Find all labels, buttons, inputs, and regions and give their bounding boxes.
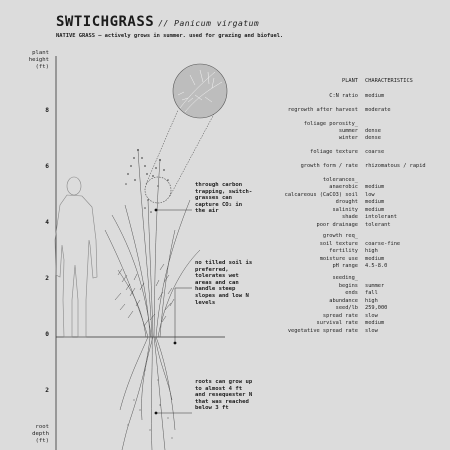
row-value: rhizomatous / rapid [365, 163, 426, 169]
row-value: summer [365, 282, 385, 289]
row-value: intolerant [365, 214, 397, 220]
characteristics-header-label: PLANT [342, 78, 358, 84]
row-label: drought [335, 199, 358, 205]
grass-foliage [115, 264, 174, 326]
characteristics-table [240, 0, 450, 450]
row-label: winter [338, 135, 358, 141]
root-hairs [127, 369, 172, 438]
root-depth-label-line: root [35, 424, 49, 430]
row-label: calcareous (CaCO3) soil [284, 191, 358, 198]
row-label: salinity [332, 206, 358, 213]
row-label: growth req_ [322, 233, 358, 239]
row-label: shade [342, 214, 358, 220]
row-label: tolerances_ [322, 177, 358, 183]
human-silhouette-icon [55, 177, 97, 337]
row-value: low [365, 191, 375, 198]
root-depth-label-line: depth [32, 431, 49, 437]
row-value: 259,000 [365, 305, 388, 311]
callout-line: slopes and low N [195, 292, 249, 299]
callout-line: preferred, [195, 266, 229, 273]
row-label: seeding_ [332, 275, 358, 281]
callout-line: roots can grow up [195, 379, 253, 385]
plant-height-label-line: plant [32, 50, 49, 56]
callout-line: tolerates wet [195, 273, 239, 280]
tick-label: 4 [45, 219, 49, 226]
roots [120, 337, 175, 450]
row-label: vegetative spread rate [287, 327, 358, 334]
row-value: high [365, 297, 378, 304]
callout-line: capture CO₂ in [195, 201, 243, 208]
row-value: slow [365, 312, 378, 319]
subtitle: NATIVE GRASS – actively grows in summer. used for grazing and biofuel. [56, 33, 284, 39]
row-label: soil texture [319, 240, 358, 247]
title-text: SWTICHGRASS [56, 14, 155, 30]
callout-line: trapping, switch- [195, 188, 253, 195]
row-value: medium [365, 184, 385, 190]
row-label: anaerobic [329, 184, 358, 190]
tick-label: 2 [45, 275, 49, 282]
row-value: dense [365, 128, 381, 134]
row-value: high [365, 248, 378, 254]
callout-line: and resequester N [195, 392, 253, 399]
plant-height-label-line: (ft) [35, 64, 49, 70]
row-value: medium [365, 199, 385, 205]
tick-label: 2 [45, 387, 49, 394]
callout-line: that was reached [195, 398, 249, 405]
row-value: tolerant [365, 221, 391, 228]
callout-line: levels [195, 299, 216, 306]
tick-label: 6 [45, 163, 49, 170]
row-value: medium [365, 255, 385, 262]
row-value: 4.5-8.0 [365, 263, 388, 269]
tick-label: 8 [45, 107, 49, 114]
callout-line: through carbon [195, 182, 243, 188]
callout-line: no tilled soil is [195, 260, 253, 266]
plant-height-label [18, 50, 49, 71]
row-label: spread rate [322, 312, 358, 319]
row-label: poor drainage [316, 221, 358, 228]
row-value: coarse-fine [365, 240, 401, 247]
row-value: medium [365, 206, 385, 213]
row-label: summer [338, 128, 358, 134]
callout-line: grasses can [195, 195, 233, 202]
row-label: abundance [329, 297, 358, 304]
row-label: ends [345, 290, 358, 296]
row-value: moderate [365, 107, 391, 113]
callout-line: handle steep [195, 286, 236, 293]
row-value: dense [365, 135, 381, 141]
row-label: C:N ratio [329, 93, 358, 99]
scientific-name: // Panicum virgatum [158, 19, 260, 28]
row-label: pH range [332, 263, 358, 269]
row-label: survival rate [316, 320, 358, 326]
row-label: foliage texture [310, 149, 358, 155]
row-label: seed/lb [335, 305, 358, 311]
row-value: slow [365, 327, 378, 334]
row-value: fall [365, 290, 378, 296]
zoom-line-left [146, 110, 178, 184]
row-value: coarse [365, 149, 385, 155]
zoom-detail-image [173, 64, 227, 118]
row-label: begins [338, 282, 358, 289]
row-label: growth form / rate [300, 163, 358, 169]
row-label: foliage porosity_ [303, 121, 358, 127]
root-depth-label [18, 424, 49, 445]
callout-leaders [156, 210, 192, 413]
root-depth-label-line: (ft) [35, 438, 49, 444]
row-value: medium [365, 320, 385, 326]
callout-line: the air [195, 208, 219, 215]
callout-line: areas and can [195, 279, 239, 286]
characteristics-header-value: CHARACTERISTICS [365, 78, 413, 84]
row-label: regrowth after harvest [287, 107, 358, 113]
plant-height-label-line: height [28, 57, 49, 63]
callout-line: below 3 ft [195, 405, 229, 412]
callout-line: to almost 4 ft [195, 385, 243, 392]
row-value: medium [365, 93, 385, 99]
row-label: fertility [329, 248, 358, 254]
tick-label: 0 [45, 331, 49, 338]
row-label: moisture use [319, 255, 358, 262]
grass-seed-heads [125, 149, 169, 213]
